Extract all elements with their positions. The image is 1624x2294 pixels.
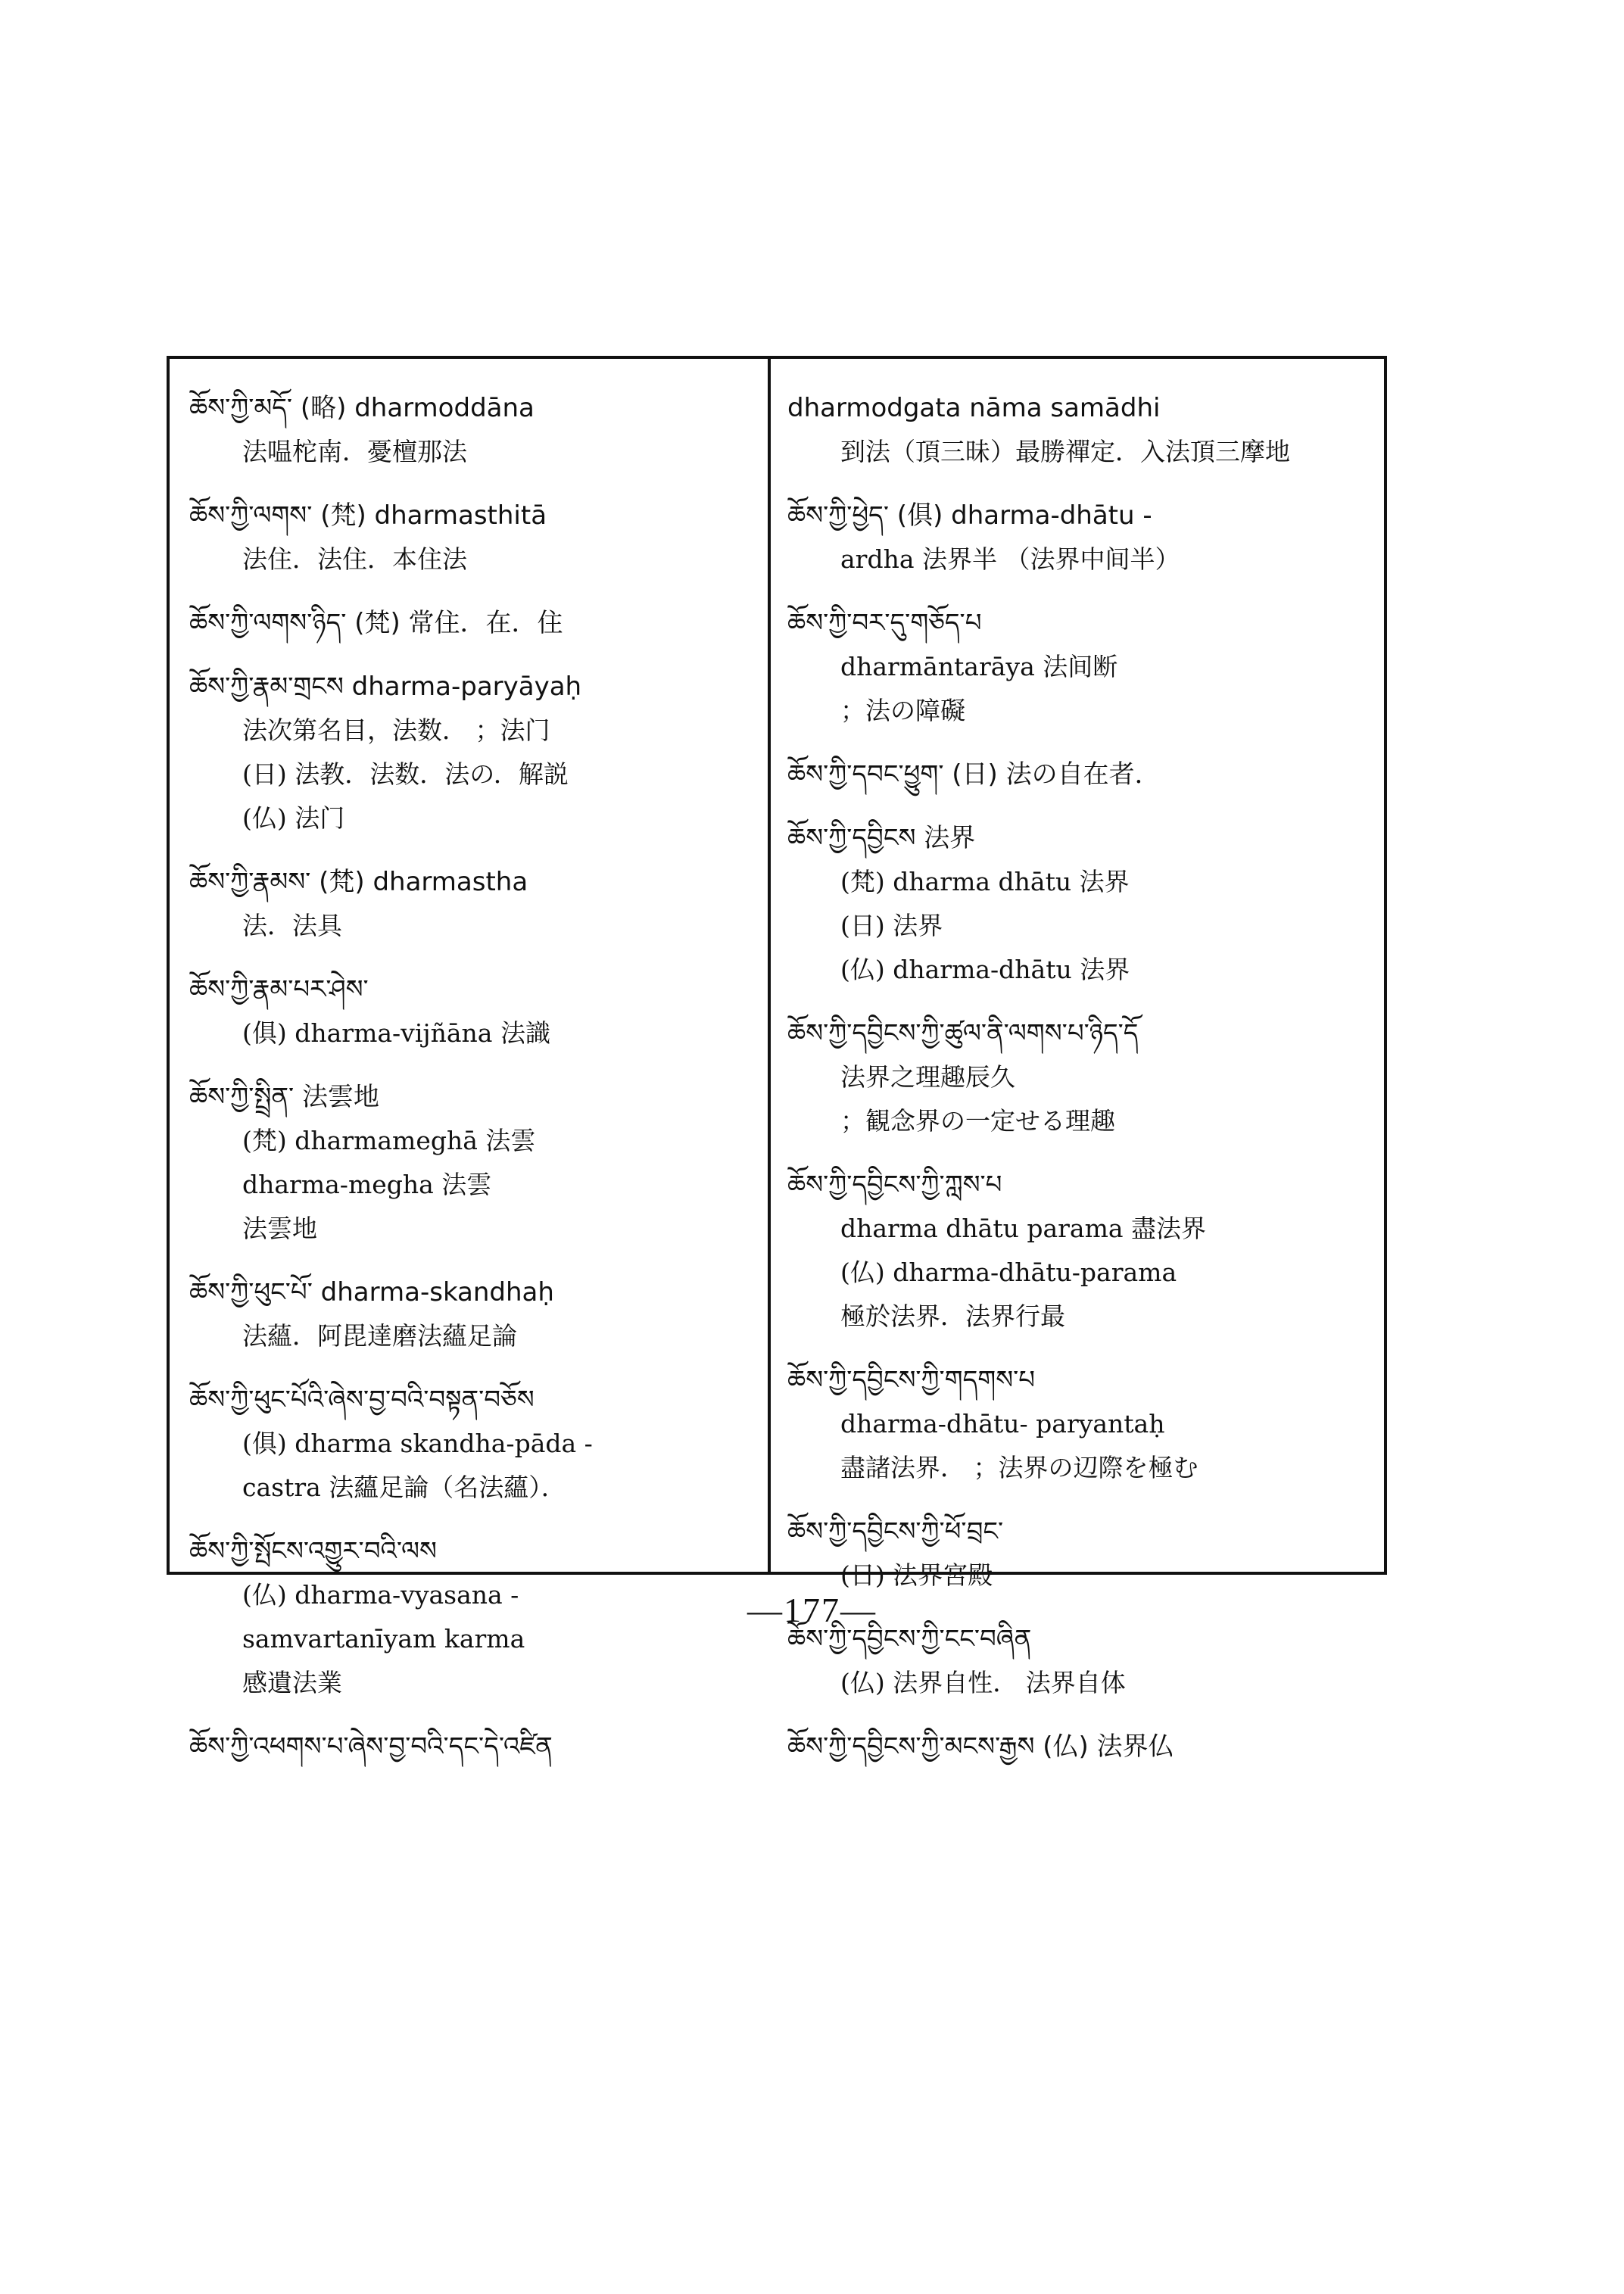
entry-gloss: 法次第名目，法数． ；法门	[242, 715, 550, 745]
dictionary-entry	[189, 665, 765, 840]
entry-gloss: castra 法蘊足論（名法蘊）．	[242, 1473, 566, 1502]
entry-headword: ཆོས་ཀྱི་ལགས་ཉིད་ (梵) 常住．在．住	[189, 608, 563, 638]
entry-headword: ཆོས་ཀྱི་དབང་ཕྱུག་ (日) 法の自在者．	[787, 759, 1161, 790]
entry-headword: ཆོས་ཀྱི་དབྱིངས་ཀྱི་ཚུལ་ནི་ལགས་པ་ཉིད་དོ	[787, 1018, 1139, 1049]
entry-headword: ཆོས་ཀྱི་དབྱིངས 法界	[787, 823, 976, 853]
entry-headword: ཆོས་ཀྱི་ཕུང་པོ་ dharma-skandhaḥ	[189, 1277, 554, 1308]
dictionary-entry	[787, 1725, 1378, 1769]
dictionary-entry	[787, 753, 1378, 796]
entry-gloss: 感遺法業	[242, 1668, 342, 1697]
dictionary-entry	[787, 494, 1378, 581]
dictionary-entry	[189, 386, 765, 474]
entry-headword: ཆོས་ཀྱི་ཕྱེད་ (俱) dharma-dhātu -	[787, 500, 1152, 531]
entry-gloss: samvartanīyam karma	[242, 1624, 525, 1653]
entry-headword: ཆོས་ཀྱི་ལགས་ (梵) dharmasthitā	[189, 500, 547, 531]
entry-gloss: dharma-megha 法雲	[242, 1170, 492, 1199]
entry-gloss: 到法（頂三昧）最勝禪定．入法頂三摩地	[840, 437, 1290, 466]
dictionary-entry	[787, 1358, 1378, 1490]
entry-gloss: (日) 法界宮殿	[840, 1560, 993, 1590]
dictionary-entry	[189, 601, 765, 645]
dictionary-entry	[189, 860, 765, 948]
entry-gloss: (俱) dharma skandha-pāda -	[242, 1429, 593, 1458]
entry-headword: ཆོས་ཀྱི་རྣམས་ (梵) dharmastha	[189, 867, 528, 897]
dictionary-entry	[787, 386, 1378, 474]
dictionary-entry	[787, 1163, 1378, 1339]
entry-gloss: (日) 法教．法数．法の．解説	[242, 759, 569, 789]
dictionary-entry	[189, 1725, 765, 1769]
dictionary-entry	[189, 1270, 765, 1358]
entry-gloss: dharma dhātu parama 盡法界	[840, 1214, 1207, 1243]
entry-headword: ཆོས་ཀྱི་དབྱིངས་ཀྱི་ཕོ་བྲང་	[787, 1516, 1004, 1547]
dictionary-entry	[189, 494, 765, 581]
entry-gloss: (梵) dharma dhātu 法界	[840, 867, 1130, 896]
entry-gloss: (仏) dharma-dhātu-parama	[840, 1258, 1177, 1287]
entry-headword: ཆོས་ཀྱི་སྤོངས་འགྱུར་བའི་ལས	[189, 1536, 437, 1566]
column-divider	[768, 356, 771, 1575]
page-number: —177—	[747, 1591, 877, 1629]
entry-gloss: 法界之理趣辰久	[840, 1062, 1015, 1092]
dictionary-entry	[189, 1075, 765, 1251]
entry-headword: ཆོས་ཀྱི་དབྱིངས་ཀྱི་ཀླས་པ	[787, 1170, 1002, 1200]
dictionary-entry	[787, 1510, 1378, 1597]
entry-gloss: ardha 法界半 （法界中间半）	[840, 544, 1180, 574]
entry-gloss: 盡諸法界． ；法界の辺際を極む	[840, 1453, 1199, 1482]
entry-headword: ཆོས་ཀྱི་བར་དུ་གཅོད་པ	[787, 608, 982, 638]
dictionary-entry	[189, 968, 765, 1055]
entry-gloss: dharmāntarāya 法间断	[840, 652, 1118, 681]
entry-headword: ཆོས་ཀྱི་དབྱིངས་ཀྱི་ངང་བཞིན	[787, 1624, 1032, 1654]
entry-gloss: (梵) dharmameghā 法雲	[242, 1126, 536, 1155]
dictionary-entry	[787, 1617, 1378, 1705]
entry-gloss: 法蘊．阿毘達磨法蘊足論	[242, 1321, 517, 1351]
entry-headword: ཆོས་ཀྱི་རྣམ་པར་ཤེས་	[189, 974, 369, 1005]
entry-gloss: ；観念界の一定せる理趣	[840, 1106, 1115, 1136]
entry-gloss: 法住．法住．本住法	[242, 544, 467, 574]
entry-gloss: (仏) dharma-vyasana -	[242, 1580, 519, 1610]
entry-gloss: (仏) dharma-dhātu 法界	[840, 955, 1130, 984]
dictionary-entry	[787, 1011, 1378, 1143]
dictionary-entry	[787, 816, 1378, 992]
dictionary-entry	[787, 601, 1378, 733]
entry-headword: ཆོས་ཀྱི་སྤྲིན་ 法雲地	[189, 1082, 379, 1112]
dictionary-entry	[189, 1378, 765, 1510]
entry-headword: ཆོས་ཀྱི་དབྱིངས་ཀྱི་མངས་རྒྱས (仏) 法界仏	[787, 1731, 1174, 1762]
entry-headword: ཆོས་ཀྱི་འཕགས་པ་ཞེས་བྱ་བའི་དང་དེ་འཛིན	[189, 1731, 553, 1762]
entry-headword: ཆོས་ཀྱི་མདོ་ (略) dharmoddāna	[189, 393, 535, 423]
entry-gloss: (仏) 法门	[242, 803, 345, 833]
entry-headword: dharmodgata nāma samādhi	[787, 393, 1161, 423]
entry-gloss: dharma-dhātu- paryantaḥ	[840, 1409, 1165, 1438]
entry-headword: ཆོས་ཀྱི་དབྱིངས་ཀྱི་གདགས་པ	[787, 1365, 1036, 1395]
entry-gloss: (仏) 法界自性． 法界自体	[840, 1668, 1126, 1697]
left-column	[189, 386, 765, 1762]
entry-gloss: ；法の障礙	[840, 696, 965, 725]
entry-gloss: 法雲地	[242, 1214, 317, 1243]
entry-gloss: (俱) dharma-vijñāna 法識	[242, 1018, 550, 1048]
entry-headword: ཆོས་ཀྱི་ཕུང་པོའི་ཞེས་བྱ་བའི་བསྟན་བཅོས	[189, 1385, 535, 1415]
entry-gloss: 極於法界．法界行最	[840, 1301, 1065, 1331]
entry-headword: ཆོས་ཀྱི་རྣམ་གྲངས dharma-paryāyaḥ	[189, 672, 582, 702]
entry-gloss: 法嗢柁南．憂檀那法	[242, 437, 467, 466]
entry-gloss: 法．法具	[242, 911, 342, 940]
entry-gloss: (日) 法界	[840, 911, 943, 940]
